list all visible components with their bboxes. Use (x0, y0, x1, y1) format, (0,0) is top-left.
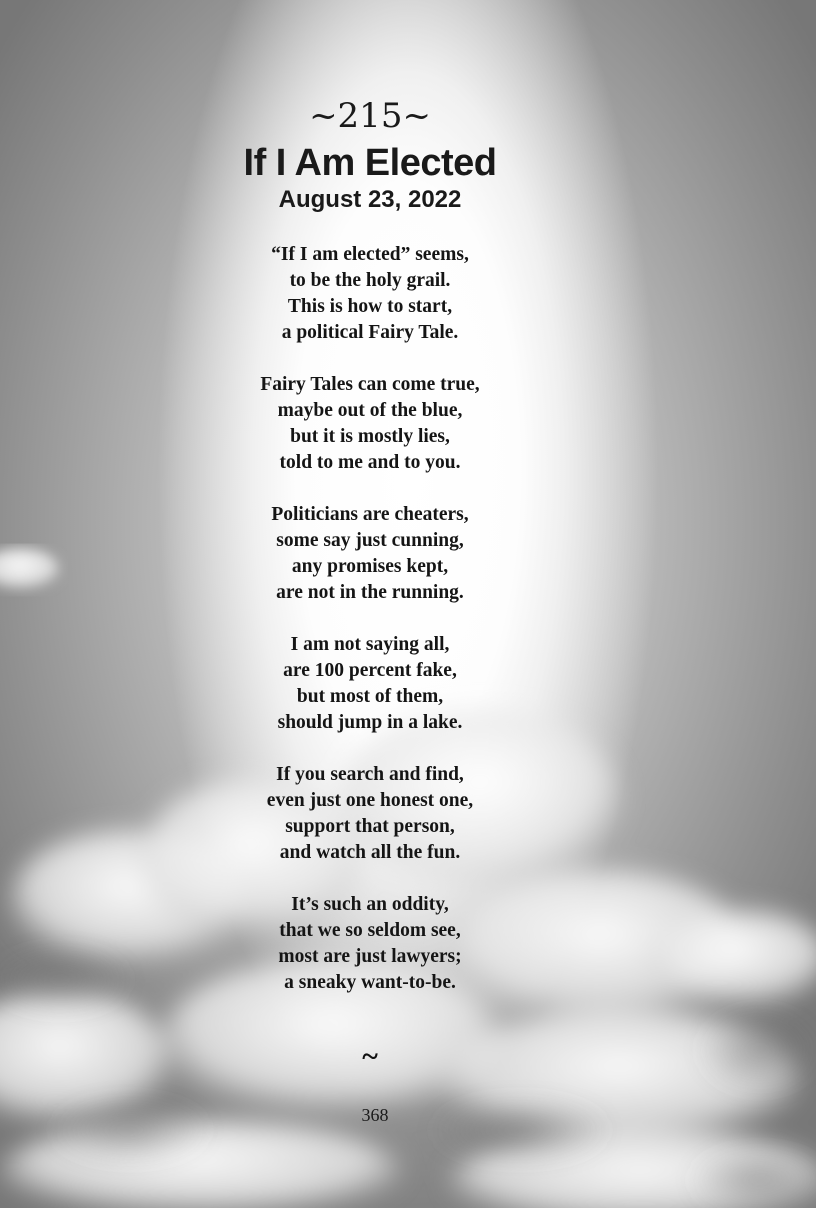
stanza (0, 892, 740, 996)
poem-line: This is how to start, (287, 296, 453, 317)
poem-line: I am not saying all, (290, 634, 450, 655)
stanza (0, 762, 740, 866)
poem-line: any promises kept, (291, 556, 449, 577)
poem-line: and watch all the fun. (279, 842, 461, 863)
poem-line: told to me and to you. (279, 452, 461, 473)
poem-title: If I Am Elected (243, 142, 497, 184)
poem-line: but most of them, (296, 686, 444, 707)
poem-line: Politicians are cheaters, (271, 504, 469, 525)
poem-line: “If I am elected” seems, (271, 244, 469, 265)
poem-date: August 23, 2022 (278, 186, 462, 213)
poem-line: even just one honest one, (266, 790, 474, 811)
poem-line: If you search and find, (276, 764, 464, 785)
poem-number: ~215~ (309, 96, 431, 136)
closing-mark: ~ (362, 1040, 378, 1073)
poem-line: to be the holy grail. (289, 270, 451, 291)
poem-line: support that person, (285, 816, 455, 837)
poem-line: should jump in a lake. (277, 712, 463, 733)
poem-line: a sneaky want-to-be. (284, 972, 456, 993)
stanza (0, 502, 740, 606)
poem-line: that we so seldom see, (279, 920, 461, 941)
stanza (0, 242, 740, 346)
poem-line: but it is mostly lies, (290, 426, 450, 447)
poem-line: are 100 percent fake, (283, 660, 457, 681)
stanza (0, 372, 740, 476)
poem-line: Fairy Tales can come true, (260, 374, 480, 395)
poem-line: are not in the running. (276, 582, 464, 603)
poem-line: some say just cunning, (276, 530, 464, 551)
poem-line: maybe out of the blue, (277, 400, 463, 421)
poem-line: most are just lawyers; (278, 946, 462, 967)
poem-body (0, 242, 740, 1022)
poem-line: a political Fairy Tale. (281, 322, 459, 343)
page-number: 368 (361, 1105, 389, 1125)
poem-line: It’s such an oddity, (291, 894, 449, 915)
stanza (0, 632, 740, 736)
